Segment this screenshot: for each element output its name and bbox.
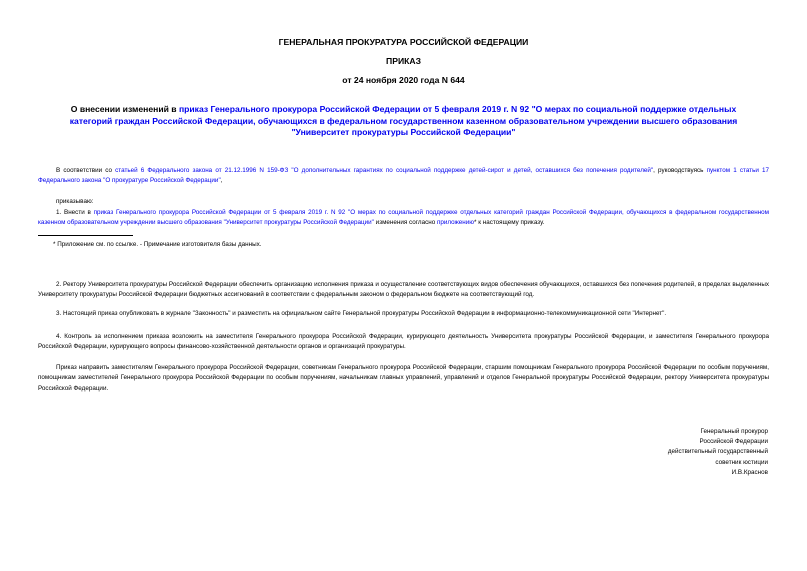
signature-rank-2: советник юстиции [715, 458, 768, 466]
footnote: * Приложение см. по ссылке. - Примечание изготовителя базы данных. [53, 241, 262, 248]
preamble-text-1: В соответствии со [56, 167, 116, 174]
organization-heading: ГЕНЕРАЛЬНАЯ ПРОКУРАТУРА РОССИЙСКОЙ ФЕДЕРАЦИИ [278, 37, 529, 47]
signature-rank: действительный государственный [667, 448, 768, 456]
item-1-appendix-link[interactable]: приложению [436, 219, 475, 227]
item-1-paragraph [38, 208, 769, 229]
item-1-text-2: изменения согласно [373, 219, 437, 227]
title-prefix: О внесении изменений в [70, 104, 179, 114]
signature-name: И.В.Краснов [731, 468, 768, 476]
document-type-heading: ПРИКАЗ [386, 56, 421, 66]
item-1-order-link[interactable]: приказ Генерального прокурора Российской Федерации от 5 февраля 2019 г. N 92 "О мерах по социальной поддержке отдельных категорий граждан Российской Федерации, обучающихся в федеральном государственном казенном образовательном учреждении высшего образования "Университет прокуратуры Российской Федерации" [38, 209, 770, 227]
item-1-text-3: * к настоящему приказу. [474, 219, 545, 227]
distribution-paragraph: Приказ направить заместителям Генерального прокурора Российской Федерации, советникам Генерального прокурора Российской Федерации, старшим помощникам Генерального прокурора Российской Федерации по особым поручениям, помощникам заместителей Генерального прокурора Российской Федерации по особым поручениям, начальникам главных управлений, управлений и отделов Генеральной прокуратуры Российской Федерации, ректору Университета прокуратуры Российской Федерации. [38, 364, 769, 392]
title-link[interactable]: приказ Генерального прокурора Российской Федерации от 5 февраля 2019 г. N 92 "О мерах по социальной поддержке отдельных категорий граждан Российской Федерации, обучающихся в федеральном государственном казенном образовательном учреждении высшего образования "Университет прокуратуры Российской Федерации" [69, 104, 738, 137]
preamble-paragraph [38, 166, 769, 187]
date-number-heading: от 24 ноября 2020 года N 644 [342, 75, 465, 85]
preamble-link-law-159[interactable]: статьей 6 Федерального закона от 21.12.1996 N 159-ФЗ "О дополнительных гарантиях по социальной поддержке детей-сирот и детей, оставшихся без попечения родителей" [115, 167, 654, 174]
order-word: приказываю: [56, 198, 94, 205]
preamble-link-prosecution-law[interactable]: пунктом 1 статьи 17 Федерального закона "О прокуратуре Российской Федерации" [38, 167, 770, 185]
preamble-text-2: , руководствуясь [653, 167, 707, 174]
item-4-paragraph: 4. Контроль за исполнением приказа возложить на заместителя Генерального прокурора Российской Федерации, курирующего деятельность Университета прокуратуры Российской Федерации, и заместителя Генерального прокурора Российской Федерации, курирующего вопросы финансово-хозяйственной деятельности органов и организаций прокуратуры. [38, 333, 769, 351]
document-title [60, 104, 747, 139]
item-3-paragraph: 3. Настоящий приказ опубликовать в журнале "Законность" и разместить на официальном сайте Генеральной прокуратуры Российской Федерации в информационно-телекоммуникационной сети "Интернет". [56, 310, 667, 317]
signature-position: Генеральный прокурор [700, 428, 768, 435]
item-2-paragraph: 2. Ректору Университета прокуратуры Российской Федерации обеспечить организацию исполнения приказа и осуществление соответствующих видов обеспечения обучающихся, оставшихся без попечения родителей, в пределах выделенных Университету прокуратуры Российской Федерации бюджетных ассигнований в соответствии с федеральным законом о федеральном бюджете на соответствующий год. [38, 281, 769, 299]
signature-country: Российской Федерации [699, 438, 768, 446]
signature-block [668, 427, 768, 478]
preamble-text-3: , [220, 177, 223, 185]
footnote-divider [38, 235, 133, 236]
item-1-text-1: 1. Внести в [56, 209, 94, 216]
